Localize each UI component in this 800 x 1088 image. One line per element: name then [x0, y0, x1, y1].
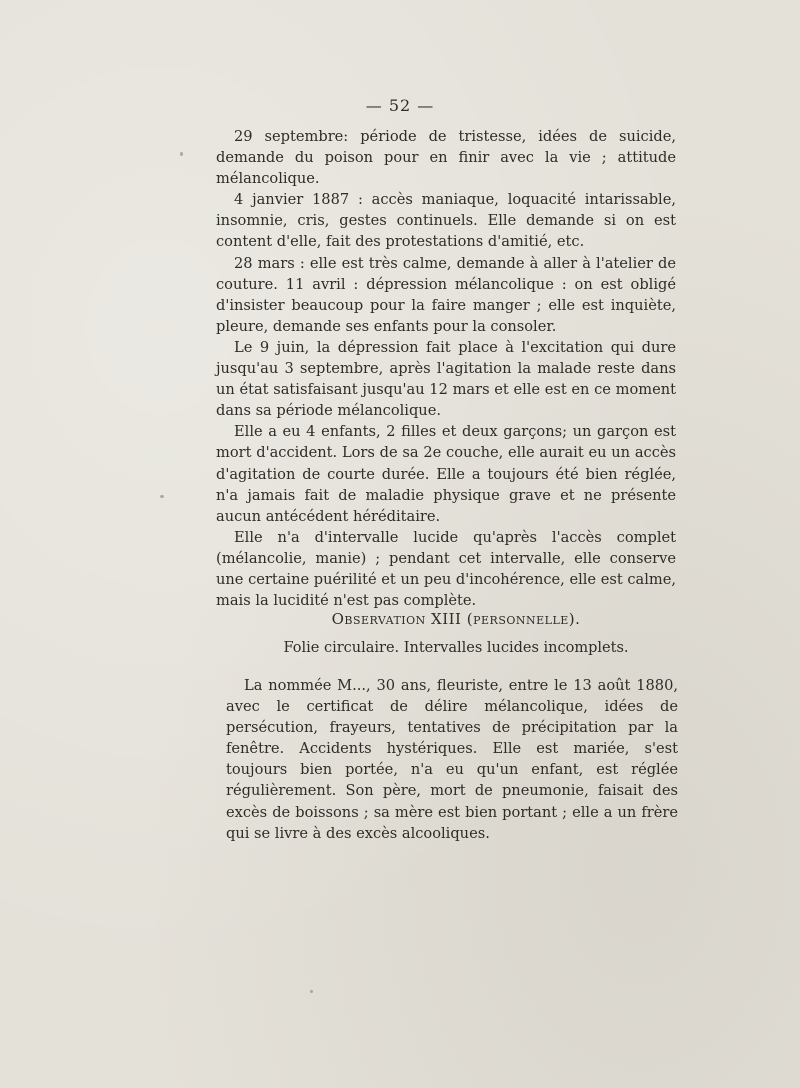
paper-speck: [310, 990, 313, 993]
observation-title-text: Observation XIII (personnelle).: [331, 610, 581, 628]
paragraph: 4 janvier 1887 : accès maniaque, loquacité intarissable, insomnie, cris, gestes continuels. Elle demande si on est content d'elle, fait des protestations d'amitié, etc.: [216, 191, 676, 251]
body-text-part1: [216, 126, 676, 611]
paragraph: La nommée M..., 30 ans, fleuriste, entre le 13 août 1880, avec le certificat de délire mélancolique, idées de persécution, frayeurs, tentatives de précipitation par la fenêtre. Accidents hystériques. Elle est mariée, s'est toujours bien portée, n'a eu qu'un enfant, est réglée régulièrement. Son père, mort de pneumonie, faisait des excès de boissons ; sa mère est bien portant ; elle a un frère qui se livre à des excès alcooliques.: [226, 677, 678, 842]
body-text-part2: [226, 675, 678, 844]
observation-title: [226, 610, 686, 628]
paragraph: 29 septembre: période de tristesse, idées de suicide, demande du poison pour en finir avec la vie ; attitude mélancolique.: [216, 128, 676, 188]
paragraph: 28 mars : elle est très calme, demande à aller à l'atelier de couture. 11 avril : dépression mélancolique : on est obligé d'insister beaucoup pour la faire manger ; elle est inquiète, pleure, demande ses enfants pour la consoler.: [216, 254, 676, 335]
observation-subtitle: Folie circulaire. Intervalles lucides incomplets.: [283, 640, 629, 656]
paper-speck: [160, 495, 164, 498]
paragraph: Elle a eu 4 enfants, 2 filles et deux garçons; un garçon est mort d'accident. Lors de sa 2e couche, elle aurait eu un accès d'agitation de courte durée. Elle a toujours été bien réglée, n'a jamais fait de maladie physique grave et ne présente aucun antécédent héréditaire.: [216, 423, 676, 525]
paper-speck: [180, 152, 183, 156]
paragraph: Le 9 juin, la dépression fait place à l'excitation qui dure jusqu'au 3 septembre, après l'agitation la malade reste dans un état satisfaisant jusqu'au 12 mars et elle est en ce moment dans sa période mélancolique.: [216, 338, 676, 420]
page-number: — 52 —: [365, 96, 435, 115]
paragraph: Elle n'a d'intervalle lucide qu'après l'accès complet (mélancolie, manie) ; pendant cet intervalle, elle conserve une certaine puérilité et un peu d'incohérence, elle est calme, mais la lucidité n'est pas complète.: [216, 528, 676, 610]
